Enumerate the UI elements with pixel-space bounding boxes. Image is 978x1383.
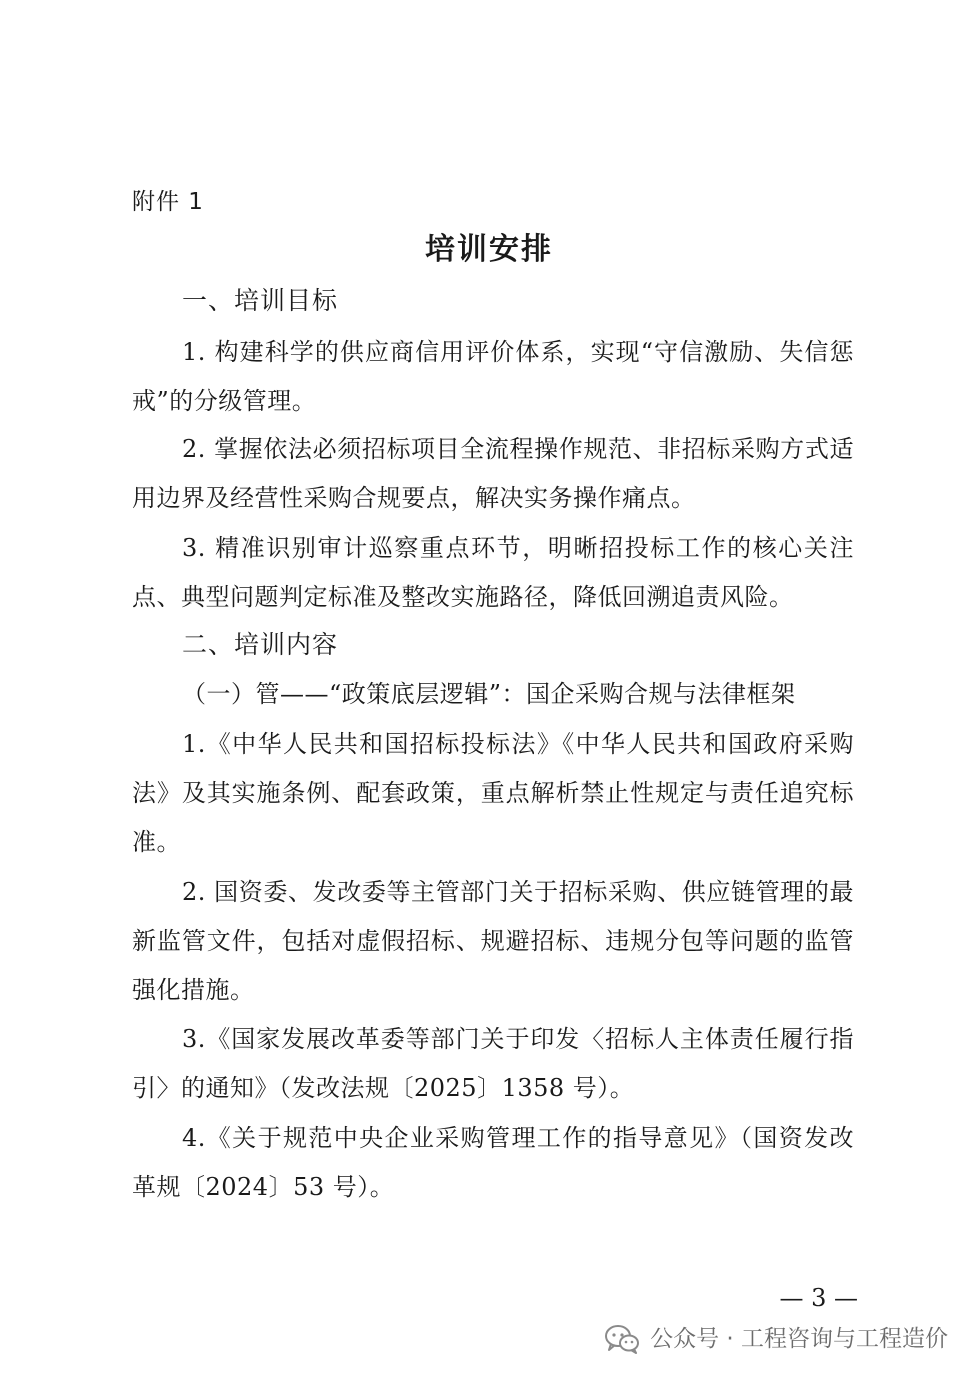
document-title: 培训安排: [425, 232, 553, 267]
content-item-1: 1.《中华人民共和国招标投标法》《中华人民共和国政府采购法》及其实施条例、配套政策，重点解析禁止性规定与责任追究标准。: [132, 730, 854, 856]
page-number: — 3 —: [779, 1284, 858, 1312]
watermark-text: 公众号 · 工程咨询与工程造价: [650, 1326, 948, 1352]
content-item-4: 4.《关于规范中央企业采购管理工作的指导意见》（国资发改革规〔2024〕53 号）。: [132, 1124, 854, 1201]
goal-item-1: 1. 构建科学的供应商信用评价体系，实现“守信激励、失信惩戒”的分级管理。: [132, 338, 854, 415]
attachment-label: 附件 1: [132, 189, 204, 215]
goal-item-3: 3. 精准识别审计巡察重点环节，明晰招投标工作的核心关注点、典型问题判定标准及整改实施路径，降低回溯追责风险。: [132, 534, 854, 611]
section-heading-content: 二、培训内容: [182, 630, 339, 659]
wechat-icon: [604, 1324, 640, 1354]
watermark: [604, 1324, 948, 1354]
content-item-2: 2. 国资委、发改委等主管部门关于招标采购、供应链管理的最新监管文件，包括对虚假招标、规避招标、违规分包等问题的监管强化措施。: [132, 878, 854, 1004]
content-item-3: 3.《国家发展改革委等部门关于印发〈招标人主体责任履行指引〉的通知》（发改法规〔2025〕1358 号）。: [132, 1025, 854, 1102]
subsection-heading: （一）管——“政策底层逻辑”：国企采购合规与法律框架: [182, 680, 796, 708]
section-heading-goals: 一、培训目标: [182, 286, 339, 315]
goal-item-2: 2. 掌握依法必须招标项目全流程操作规范、非招标采购方式适用边界及经营性采购合规要点，解决实务操作痛点。: [132, 435, 854, 512]
